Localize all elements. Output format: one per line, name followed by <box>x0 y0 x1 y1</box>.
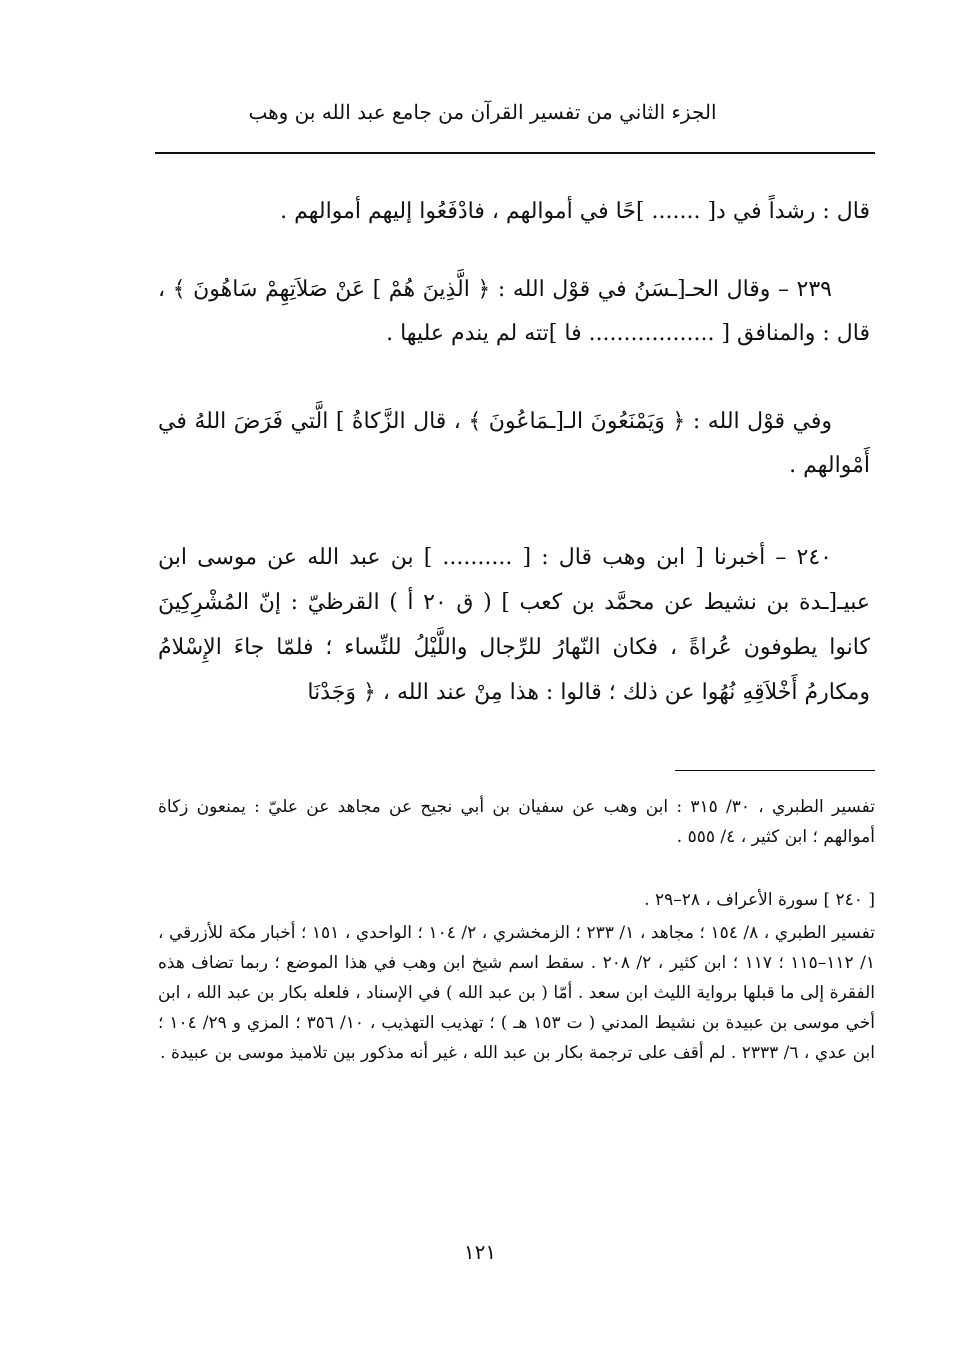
paragraph-240 <box>158 535 870 715</box>
footnote-text: تفسير الطبري ، ٣٠/ ٣١٥ : ابن وهب عن سفيان بن أبي نجيح عن مجاهد عن عليّ : يمنعون زكاة أموالهم ؛ ابن كثير ، ٤/ ٥٥٥ . <box>158 797 875 847</box>
paragraph-text: ٢٤٠ – أخبرنا [ ابن وهب قال : [ .......... ] بن عبد الله عن موسى ابن عبيـ[ـدة بن نشيط عن محمَّد بن كعب ] ( ق ٢٠ أ ) القرظيّ : إنّ المُشْرِكِينَ كانوا يطوفون عُراةً ، فكان النّهارُ للرِّجال واللَّيْلُ للنِّساء ؛ فلمّا جاءَ الإِسْلامُ ومكارمُ أَخْلاَقِهِ نُهُوا عن ذلك ؛ قالوا : هذا مِنْ عند الله ، ﴿ وَجَدْنَا <box>158 545 870 705</box>
paragraph-text: ٢٣٩ – وقال الحـ[ـسَنُ في قوْل الله : ﴿ الَّذِينَ هُمْ ] عَنْ صَلاَتِهِمْ سَاهُونَ ﴾ ، قال : والمنافق [ .................. فا ]تته لم يندم عليها . <box>158 277 870 346</box>
header-rule <box>155 152 875 154</box>
footnote-3 <box>158 918 875 1068</box>
footnote-text: تفسير الطبري ، ٨/ ١٥٤ ؛ مجاهد ، ١/ ٢٣٣ ؛ الزمخشري ، ٢/ ١٠٤ ؛ الواحدي ، ١٥١ ؛ أخبار مكة للأزرقي ، ١/ ١١٢–١١٥ ؛ ١١٧ ؛ ابن كثير ، ٢/ ٢٠٨ . سقط اسم شيخ ابن وهب في هذا الموضع ؛ ربما تضاف هذه الفقرة إلى ما قبلها برواية الليث ابن سعد . أمّا ( بن عبد الله ) في الإسناد ، فلعله بكار بن عبد الله ، ابن أخي موسى بن عبيدة بن نشيط المدني ( ت ١٥٣ هـ ) ؛ تهذيب التهذيب ، ١٠/ ٣٥٦ ؛ المزي و ٢٩/ ١٠٤ ؛ ابن عدي ، ٦/ ٢٣٣٣ . لم أقف على ترجمة بكار بن عبد الله ، غير أنه مذكور بين تلاميذ موسى بن عبيدة . <box>158 923 875 1063</box>
footnote-1 <box>158 792 875 852</box>
paragraph-maun <box>158 400 870 488</box>
footnote-text: [ ٢٤٠ ] سورة الأعراف ، ٢٨–٢٩ . <box>644 890 875 910</box>
paragraph-239 <box>158 268 870 356</box>
footnote-rule <box>675 770 875 771</box>
paragraph-rushd <box>158 190 870 234</box>
footnote-2 <box>158 885 875 915</box>
running-header: الجزء الثاني من تفسير القرآن من جامع عبد الله بن وهب <box>248 100 717 124</box>
page-number: ١٢١ <box>463 1240 497 1264</box>
paragraph-text: قال : رشداً في د[ ....... ]حًا في أموالهم ، فادْفَعُوا إليهم أموالهم . <box>280 199 870 224</box>
paragraph-text: وفي قوْل الله : ﴿ وَيَمْنَعُونَ الـ[ـمَاعُونَ ﴾ ، قال الزَّكاةُ ] الَّتي فَرَضَ اللهُ في أَمْوالهم . <box>158 409 870 478</box>
